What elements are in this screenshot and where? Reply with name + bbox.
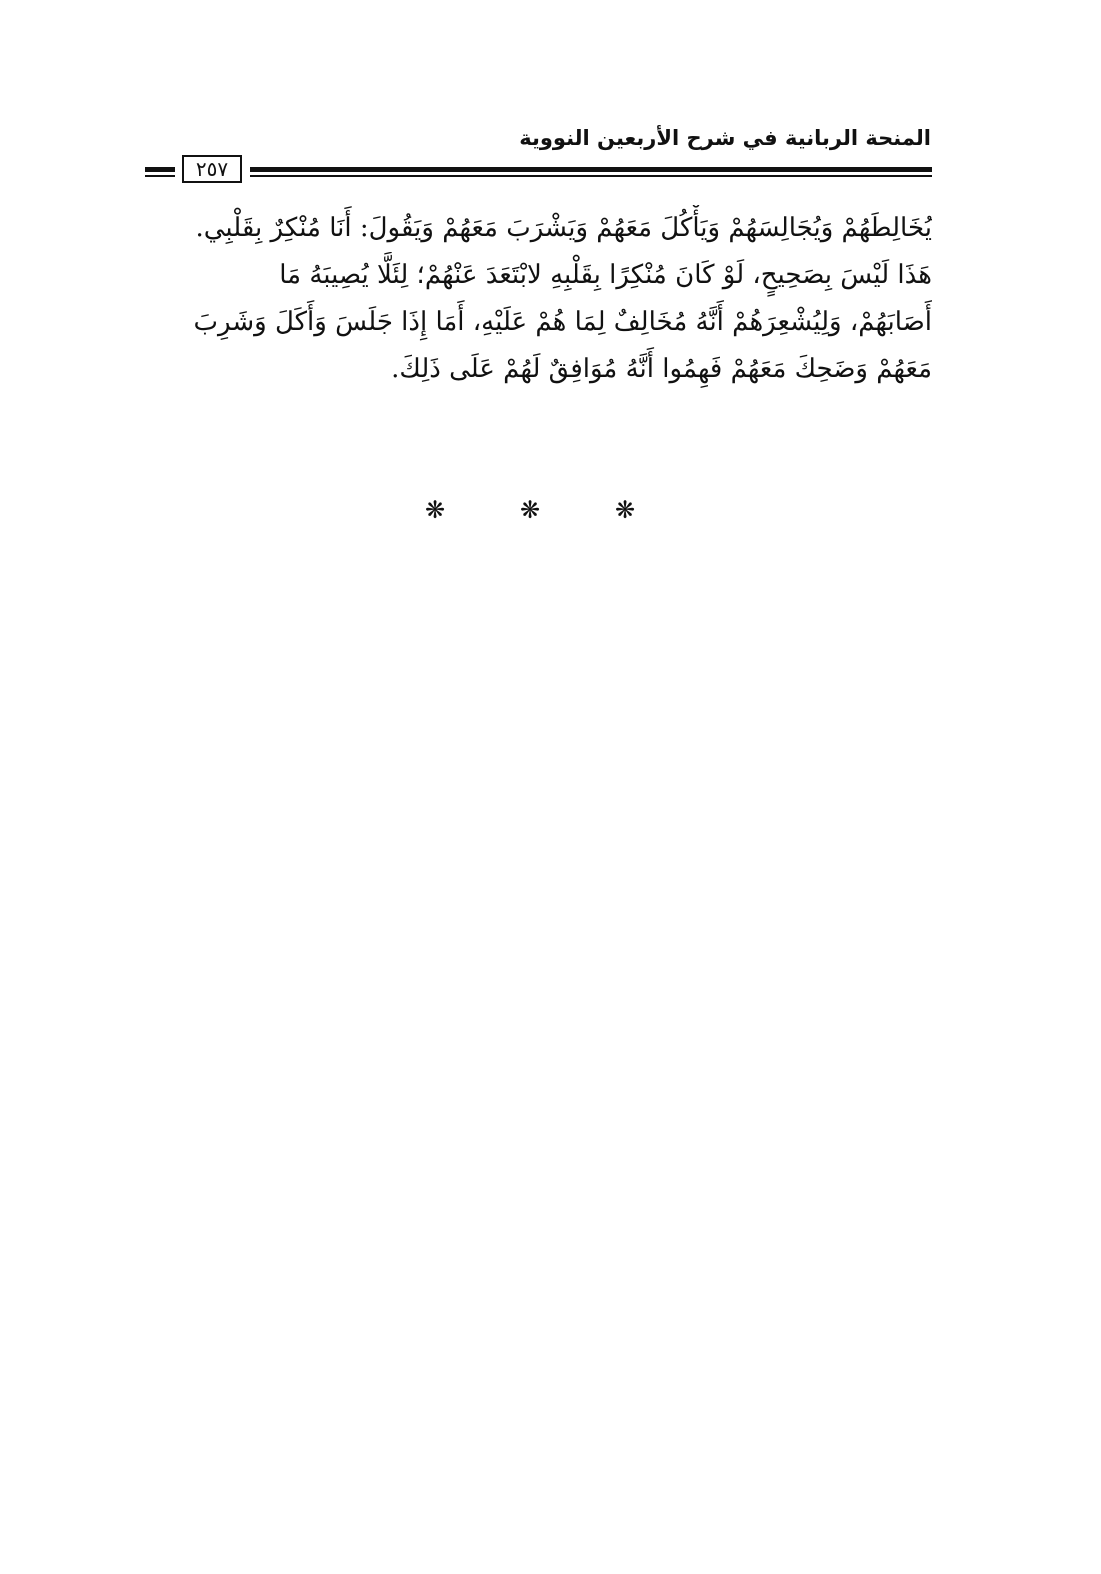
running-header-title: المنحة الربانية في شرح الأربعين النووية [519,126,931,150]
asterism-icon: ❋ [424,496,446,524]
body-line-3: أَصَابَهُمْ، وَلِيُشْعِرَهُمْ أَنَّهُ مُخَالِفٌ لِمَا هُمْ عَلَيْهِ، أَمَا إِذَا جَلَسَ وَأَكَلَ وَشَرِبَ [193,307,932,337]
asterism-icon: ❋ [614,496,636,524]
header-rule-right [250,167,932,179]
body-line-4: مَعَهُمْ وَضَحِكَ مَعَهُمْ فَهِمُوا أَنَّهُ مُوَافِقٌ لَهُمْ عَلَى ذَلِكَ. [391,354,932,384]
page-number-box: ٢٥٧ [182,155,242,183]
body-line-2: هَذَا لَيْسَ بِصَحِيحٍ، لَوْ كَانَ مُنْكِرًا بِقَلْبِهِ لابْتَعَدَ عَنْهُمْ؛ لِئَلَّا يُصِيبَهُ مَا [279,260,932,290]
header-rule-left [145,167,175,179]
body-paragraph [135,205,932,393]
body-line-1: يُخَالِطَهُمْ وَيُجَالِسَهُمْ وَيَأْكُلَ مَعَهُمْ وَيَشْرَبَ مَعَهُمْ وَيَقُولَ: أَنَا مُنْكِرٌ بِقَلْبِي. [195,213,932,243]
asterism-icon: ❋ [519,496,541,524]
section-separator [420,496,640,524]
